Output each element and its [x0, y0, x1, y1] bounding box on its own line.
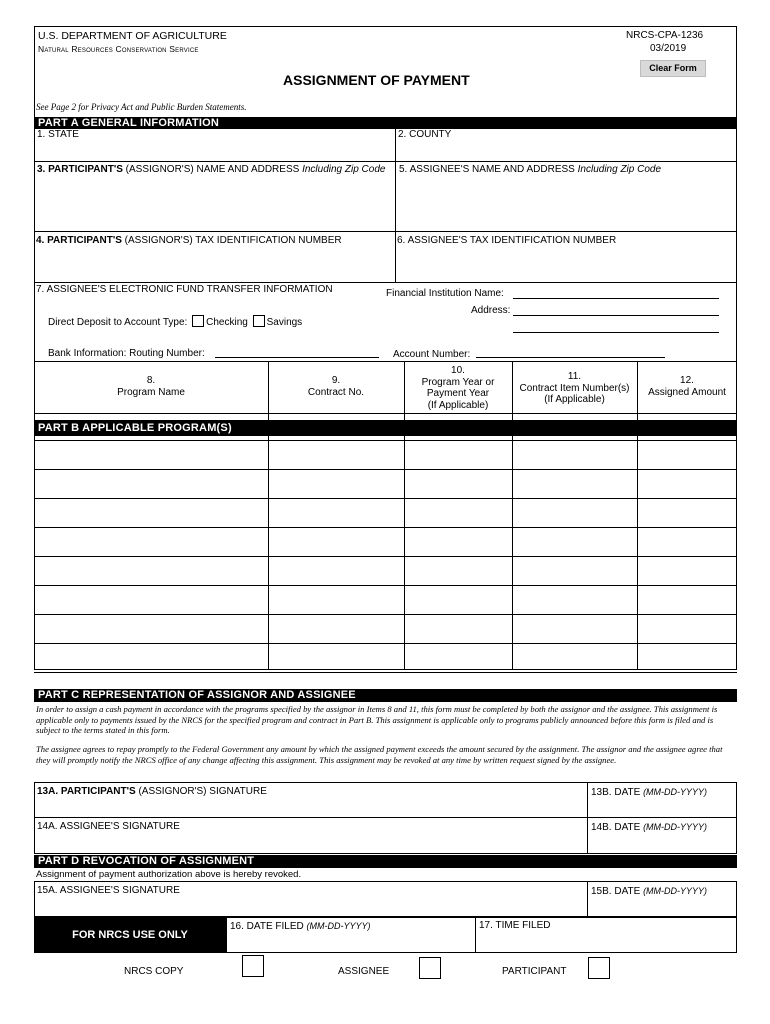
agency-name: U.S. DEPARTMENT OF AGRICULTURE: [38, 30, 227, 42]
program-cell-col-12[interactable]: [638, 528, 736, 556]
date-15b-field[interactable]: [589, 898, 735, 916]
program-cell-col-11[interactable]: [513, 586, 636, 614]
program-cell-col-9[interactable]: [269, 557, 403, 585]
address-label: Address:: [471, 305, 511, 316]
program-cell-col-11[interactable]: [513, 470, 636, 498]
sig-14a-label: 14A. ASSIGNEE'S SIGNATURE: [37, 821, 180, 832]
assignee-revocation-signature-field[interactable]: [35, 898, 585, 916]
program-cell-col-11[interactable]: [513, 441, 636, 469]
program-cell-col-11[interactable]: [513, 499, 636, 527]
routing-label: Bank Information: Routing Number:: [48, 348, 205, 359]
state-label: 1. STATE: [37, 129, 79, 140]
fi-address-line-2[interactable]: [513, 332, 719, 333]
divider: [587, 881, 588, 917]
program-cell-col-12[interactable]: [638, 441, 736, 469]
assignee-tin-field[interactable]: [397, 248, 735, 280]
eft-label: 7. ASSIGNEE'S ELECTRONIC FUND TRANSFER INFORMATION: [36, 284, 333, 295]
service-name: Natural Resources Conservation Service: [38, 44, 199, 54]
program-cell-col-9[interactable]: [269, 644, 403, 672]
date-13b-field[interactable]: [589, 798, 735, 816]
part-c-paragraph-2: The assignee agrees to repay promptly to the Federal Government any amount by which the assigned payment exceeds the amount secured by the assignment. The assignor and the assignee agree that they will promptly notify the NRCS office of any change affecting this assignment. This assignment may be revoked at any time by written request signed by the assignee.: [36, 744, 723, 765]
divider: [34, 161, 737, 162]
column-header-program-year: 10. Program Year or Payment Year (If Applicable): [421, 365, 495, 411]
participant-name-label: 3. PARTICIPANT'S (ASSIGNOR'S) NAME AND ADDRESS Including Zip Code: [37, 164, 386, 175]
program-cell-col-12[interactable]: [638, 470, 736, 498]
program-cell-col-8[interactable]: [35, 528, 267, 556]
county-field[interactable]: [396, 129, 736, 161]
date-filed-label: 16. DATE FILED (MM-DD-YYYY): [230, 921, 371, 932]
program-cell-col-10[interactable]: [405, 499, 511, 527]
time-filed-field[interactable]: [477, 933, 735, 951]
program-cell-col-12[interactable]: [638, 586, 736, 614]
program-cell-col-11[interactable]: [513, 528, 636, 556]
program-cell-col-10[interactable]: [405, 557, 511, 585]
divider: [34, 282, 737, 283]
program-cell-col-10[interactable]: [405, 644, 511, 672]
program-cell-col-8[interactable]: [35, 557, 267, 585]
privacy-note: See Page 2 for Privacy Act and Public Burden Statements.: [36, 102, 247, 112]
account-label: Account Number:: [393, 349, 471, 360]
divider: [587, 782, 588, 818]
sig-15a-label: 15A. ASSIGNEE'S SIGNATURE: [37, 885, 180, 896]
date-13b-label: 13B. DATE (MM-DD-YYYY): [591, 787, 708, 798]
sig-13a-label: 13A. PARTICIPANT'S (ASSIGNOR'S) SIGNATURE: [37, 786, 267, 797]
participant-signature-field[interactable]: [35, 798, 585, 816]
program-cell-col-10[interactable]: [405, 586, 511, 614]
financial-institution-name-line[interactable]: [513, 298, 719, 299]
program-cell-col-8[interactable]: [35, 644, 267, 672]
date-15b-label: 15B. DATE (MM-DD-YYYY): [591, 886, 708, 897]
program-cell-col-10[interactable]: [405, 441, 511, 469]
form-date: 03/2019: [650, 43, 687, 54]
routing-number-line[interactable]: [215, 357, 379, 358]
program-cell-col-12[interactable]: [638, 644, 736, 672]
assignee-signature-field[interactable]: [35, 834, 585, 852]
checking-checkbox[interactable]: [192, 315, 204, 327]
assignee-name-label: 5. ASSIGNEE'S NAME AND ADDRESS Including Zip Code: [399, 164, 662, 175]
program-cell-col-8[interactable]: [35, 441, 267, 469]
divider: [587, 817, 588, 854]
state-field[interactable]: [35, 129, 395, 161]
column-header-contract-item: 11. Contract Item Number(s) (If Applicable): [519, 371, 630, 405]
form-title: ASSIGNMENT OF PAYMENT: [283, 72, 470, 88]
savings-checkbox[interactable]: [253, 315, 265, 327]
participant-tin-field[interactable]: [35, 248, 393, 280]
program-cell-col-9[interactable]: [269, 528, 403, 556]
program-cell-col-8[interactable]: [35, 470, 267, 498]
program-cell-col-10[interactable]: [405, 528, 511, 556]
date-filed-field[interactable]: [228, 933, 473, 951]
assignee-copy-label: ASSIGNEE: [338, 966, 390, 977]
program-cell-col-12[interactable]: [638, 557, 736, 585]
program-cell-col-11[interactable]: [513, 557, 636, 585]
program-cell-col-11[interactable]: [513, 615, 636, 643]
program-cell-col-9[interactable]: [269, 441, 403, 469]
revoked-text: Assignment of payment authorization above is hereby revoked.: [36, 869, 302, 880]
form-number: NRCS-CPA-1236: [626, 30, 704, 41]
column-header-contract-no: 9. Contract No.: [307, 375, 365, 398]
program-cell-col-11[interactable]: [513, 644, 636, 672]
program-cell-col-8[interactable]: [35, 499, 267, 527]
assignee-name-address-field[interactable]: [397, 178, 735, 230]
program-cell-col-9[interactable]: [269, 615, 403, 643]
part-c-paragraph-1: In order to assign a cash payment in accordance with the programs specified by the assignor in Items 8 and 11, this form must be completed by both the assignor and the assignee. This assignment is applicable only to payments issued by the NRCS for the specified program and contract in Part B. This assignment is applicable only to programs publicly announced before this form is filed and is subject to the terms stated in this form.: [36, 704, 718, 735]
row-divider: [34, 672, 737, 673]
program-cell-col-10[interactable]: [405, 470, 511, 498]
part-c-heading: PART C REPRESENTATION OF ASSIGNOR AND ASSIGNEE: [34, 689, 737, 702]
participant-copy-label: PARTICIPANT: [502, 966, 567, 977]
county-label: 2. COUNTY: [398, 129, 452, 140]
date-14b-label: 14B. DATE (MM-DD-YYYY): [591, 822, 708, 833]
program-cell-col-8[interactable]: [35, 586, 267, 614]
time-filed-label: 17. TIME FILED: [479, 920, 551, 931]
part-d-heading: PART D REVOCATION OF ASSIGNMENT: [34, 855, 737, 868]
fi-address-line-1[interactable]: [513, 315, 719, 316]
program-cell-col-10[interactable]: [405, 615, 511, 643]
program-cell-col-9[interactable]: [269, 586, 403, 614]
clear-form-button[interactable]: Clear Form: [640, 60, 706, 77]
part-a-heading: PART A GENERAL INFORMATION: [34, 117, 737, 129]
program-cell-col-9[interactable]: [269, 499, 403, 527]
divider: [34, 361, 737, 362]
nrcs-copy-label: NRCS COPY: [124, 966, 184, 977]
nrcs-use-only-block: FOR NRCS USE ONLY: [34, 917, 226, 953]
program-cell-col-9[interactable]: [269, 470, 403, 498]
assignee-tin-label: 6. ASSIGNEE'S TAX IDENTIFICATION NUMBER: [397, 235, 617, 246]
account-number-line[interactable]: [476, 357, 665, 358]
nrcs-copy-checkbox[interactable]: [242, 955, 264, 977]
divider: [475, 917, 476, 953]
participant-name-address-field[interactable]: [35, 178, 393, 230]
participant-tin-label: 4. PARTICIPANT'S (ASSIGNOR'S) TAX IDENTIFICATION NUMBER: [36, 235, 342, 246]
program-cell-col-8[interactable]: [35, 615, 267, 643]
divider: [34, 231, 737, 232]
column-header-program-name: 8. Program Name: [117, 375, 185, 398]
part-b-heading: PART B APPLICABLE PROGRAM(S): [34, 420, 737, 436]
program-cell-col-12[interactable]: [638, 615, 736, 643]
column-header-assigned-amount: 12. Assigned Amount: [648, 375, 726, 398]
deposit-type-row: Direct Deposit to Account Type: Checking Savings: [48, 317, 303, 328]
date-14b-field[interactable]: [589, 834, 735, 852]
participant-copy-checkbox[interactable]: [588, 957, 610, 979]
assignee-copy-checkbox[interactable]: [419, 957, 441, 979]
divider: [34, 413, 737, 414]
program-cell-col-12[interactable]: [638, 499, 736, 527]
financial-institution-label: Financial Institution Name:: [386, 288, 504, 299]
